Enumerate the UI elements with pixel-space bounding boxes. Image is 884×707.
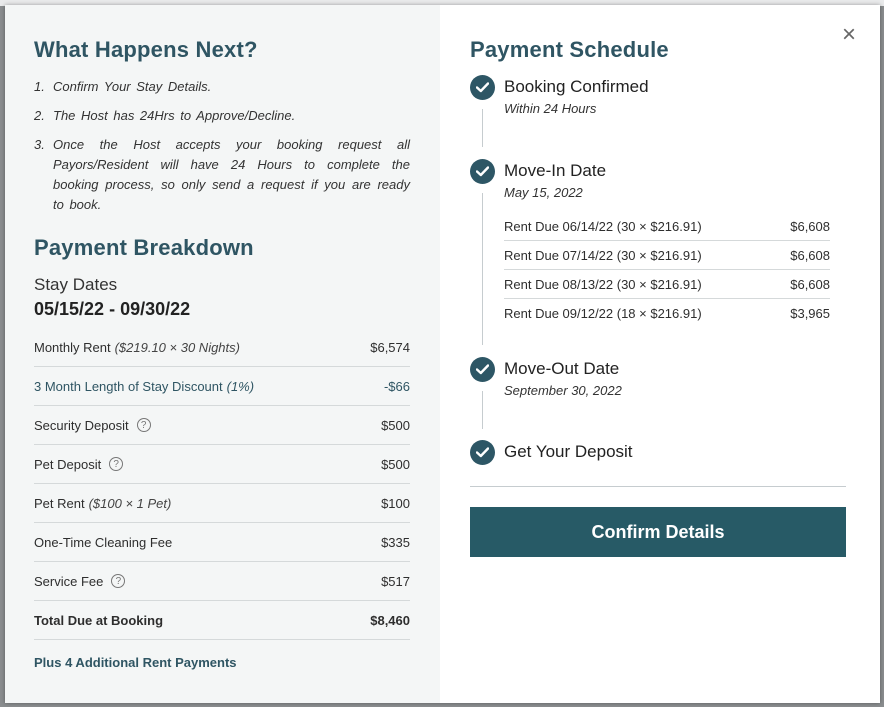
- what-happens-next-title: What Happens Next?: [34, 37, 258, 62]
- timeline-subtitle: Within 24 Hours: [504, 101, 597, 116]
- timeline-subtitle: September 30, 2022: [504, 383, 622, 398]
- timeline-connector: [482, 391, 483, 429]
- fee-label: Monthly Rent: [34, 339, 111, 355]
- fee-sublabel: (1%): [226, 378, 255, 394]
- step-number: 2.: [34, 108, 45, 123]
- stay-dates-label: Stay Dates: [34, 275, 118, 294]
- help-icon[interactable]: ?: [111, 574, 125, 588]
- rent-due-row: [504, 241, 830, 270]
- fee-row-service-fee: [34, 562, 410, 601]
- confirm-details-button[interactable]: Confirm Details: [470, 507, 846, 557]
- rent-due-label: Rent Due 06/14/22 (30 × $216.91): [504, 218, 702, 234]
- fee-row-monthly-rent: [34, 328, 410, 367]
- payment-timeline: [470, 75, 846, 466]
- next-steps-list: [34, 77, 410, 215]
- rent-due-row: [504, 212, 830, 241]
- step-item: [34, 77, 410, 97]
- right-panel: [440, 5, 880, 703]
- timeline-item-get-deposit: [470, 440, 846, 466]
- close-icon[interactable]: ×: [841, 21, 856, 48]
- help-icon[interactable]: ?: [137, 418, 151, 432]
- divider: [470, 486, 846, 487]
- fee-amount: $517: [381, 573, 410, 589]
- fee-row-cleaning-fee: [34, 523, 410, 562]
- rent-due-row: [504, 299, 830, 328]
- step-text: Confirm Your Stay Details.: [53, 79, 212, 94]
- fee-amount: $6,574: [370, 339, 410, 355]
- timeline-item-booking-confirmed: [470, 75, 846, 159]
- rent-due-label: Rent Due 07/14/22 (30 × $216.91): [504, 247, 702, 263]
- timeline-title: Move-Out Date: [504, 359, 620, 378]
- total-label: Total Due at Booking: [34, 612, 164, 628]
- step-item: [34, 106, 410, 126]
- payment-breakdown-title: Payment Breakdown: [34, 235, 254, 260]
- fee-label: One-Time Cleaning Fee: [34, 534, 173, 550]
- fee-amount: -$66: [383, 378, 410, 394]
- fee-row-discount[interactable]: [34, 367, 410, 406]
- fee-row-total: [34, 601, 410, 640]
- additional-rent-payments-link[interactable]: Plus 4 Additional Rent Payments: [34, 655, 237, 670]
- rent-due-amount: $3,965: [790, 306, 830, 321]
- rent-due-amount: $6,608: [790, 218, 830, 234]
- rent-due-amount: $6,608: [790, 276, 830, 292]
- fee-amount: $500: [381, 417, 410, 433]
- fee-amount: $100: [381, 495, 410, 511]
- total-amount: $8,460: [370, 612, 410, 628]
- timeline-title: Move-In Date: [504, 161, 607, 180]
- left-panel: [5, 5, 440, 703]
- fee-row-security-deposit: [34, 406, 410, 445]
- timeline-item-move-in: [470, 159, 846, 357]
- fee-label: Pet Deposit: [34, 456, 102, 472]
- rent-due-amount: $6,608: [790, 247, 830, 263]
- step-text: The Host has 24Hrs to Approve/Decline.: [53, 108, 296, 123]
- timeline-connector: [482, 109, 483, 147]
- timeline-item-move-out: [470, 357, 846, 440]
- step-number: 1.: [34, 79, 45, 94]
- fee-row-pet-deposit: [34, 445, 410, 484]
- timeline-title: Get Your Deposit: [504, 442, 633, 461]
- fee-amount: $500: [381, 456, 410, 472]
- check-circle-icon: [470, 357, 495, 382]
- booking-modal: [5, 5, 880, 703]
- rent-due-label: Rent Due 08/13/22 (30 × $216.91): [504, 276, 702, 292]
- check-circle-icon: [470, 440, 495, 465]
- step-number: 3.: [34, 137, 45, 152]
- fee-label: Security Deposit: [34, 417, 129, 433]
- help-icon[interactable]: ?: [109, 457, 123, 471]
- fee-sublabel: ($219.10 × 30 Nights): [114, 339, 240, 355]
- check-circle-icon: [470, 75, 495, 100]
- timeline-title: Booking Confirmed: [504, 77, 649, 96]
- stay-dates-value: 05/15/22 - 09/30/22: [34, 299, 191, 319]
- fee-list: [34, 328, 410, 640]
- step-item: [34, 135, 410, 215]
- fee-label: Service Fee: [34, 573, 104, 589]
- discount-link[interactable]: 3 Month Length of Stay Discount: [34, 378, 223, 394]
- rent-due-table: [504, 212, 830, 328]
- timeline-subtitle: May 15, 2022: [504, 185, 583, 200]
- rent-due-label: Rent Due 09/12/22 (18 × $216.91): [504, 306, 702, 321]
- fee-amount: $335: [381, 534, 410, 550]
- payment-schedule-title: Payment Schedule: [470, 37, 669, 62]
- step-text: Once the Host accepts your booking request all Payors/Resident will have 24 Hours to complete the booking process, so only send a request if you are ready to book.: [53, 137, 410, 212]
- fee-label: Pet Rent: [34, 495, 85, 511]
- check-circle-icon: [470, 159, 495, 184]
- fee-sublabel: ($100 × 1 Pet): [88, 495, 172, 511]
- timeline-connector: [482, 193, 483, 345]
- rent-due-row: [504, 270, 830, 299]
- fee-row-pet-rent: [34, 484, 410, 523]
